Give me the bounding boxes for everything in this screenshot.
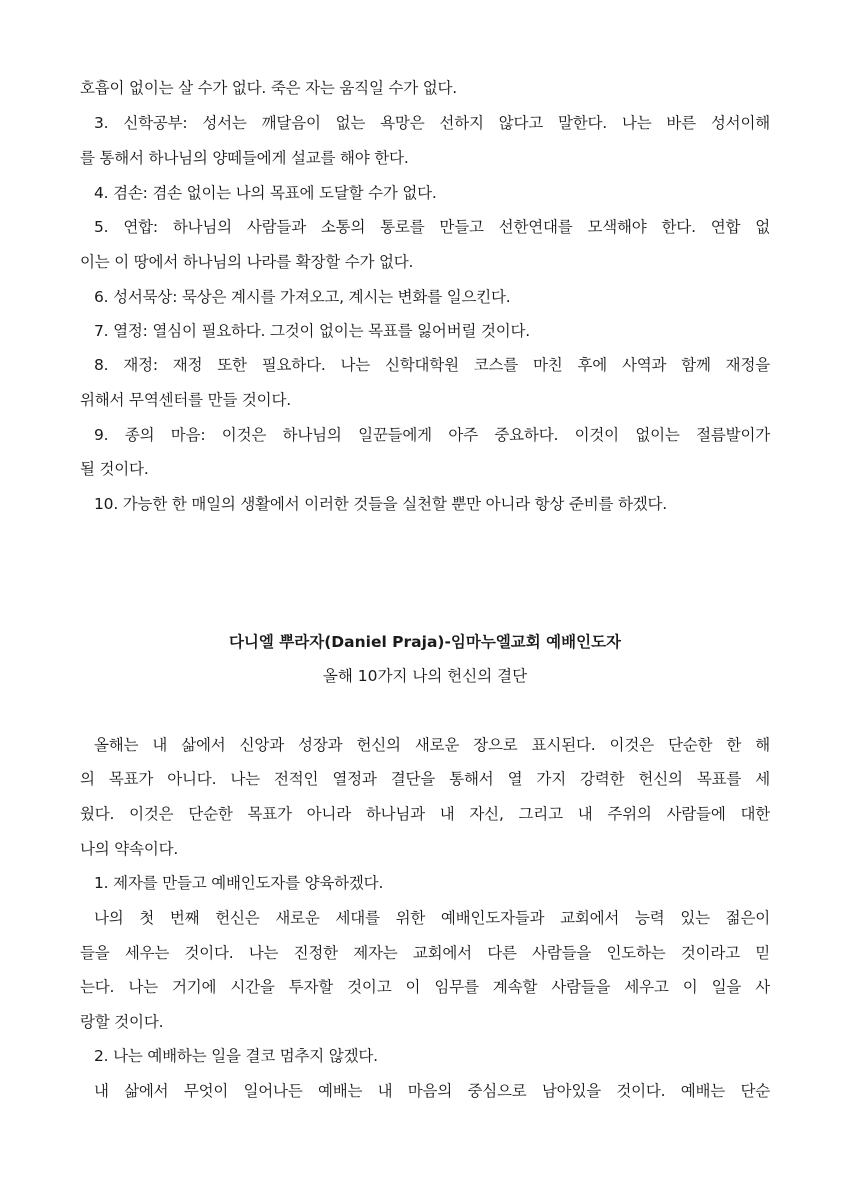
text-line: 나의 약속이다. (80, 840, 179, 858)
section-title: 다니엘 뿌라자(Daniel Praja)-임마누엘교회 예배인도자 (228, 633, 622, 651)
text-line: 웠다. 이것은 단순한 목표가 아니라 하나님과 내 자신, 그리고 내 주위의 사람들에 대한 (80, 805, 770, 823)
text-line: 3. 신학공부: 성서는 깨달음이 없는 욕망은 선하지 않다고 말한다. 나는 바른 성서이해 (94, 114, 770, 132)
text-line: 7. 열정: 열심이 필요하다. 그것이 없이는 목표를 잃어버릴 것이다. (94, 322, 531, 340)
text-line: 2. 나는 예배하는 일을 결코 멈추지 않겠다. (94, 1047, 378, 1065)
text-line: 는다. 나는 거기에 시간을 투자할 것이고 이 임무를 계속할 사람들을 세우고 이 일을 사 (80, 978, 770, 996)
text-line: 5. 연합: 하나님의 사람들과 소통의 통로를 만들고 선한연대를 모색해야 한다. 연합 없 (94, 218, 770, 236)
text-line: 랑할 것이다. (80, 1013, 164, 1031)
text-line: 6. 성서묵상: 묵상은 계시를 가져오고, 계시는 변화를 일으킨다. (94, 288, 511, 306)
text-line: 내 삶에서 무엇이 일어나든 예배는 내 마음의 중심으로 남아있을 것이다. 예배는 단순 (94, 1082, 770, 1100)
text-line: 위해서 무역센터를 만들 것이다. (80, 391, 291, 409)
text-line: 1. 제자를 만들고 예배인도자를 양육하겠다. (94, 874, 384, 892)
text-line: 이는 이 땅에서 하나님의 나라를 확장할 수가 없다. (80, 253, 414, 271)
text-line: 될 것이다. (80, 460, 149, 478)
text-line: 들을 세우는 것이다. 나는 진정한 제자는 교회에서 다른 사람들을 인도하는 것이라고 믿 (80, 944, 770, 962)
text-line: 나의 첫 번째 헌신은 새로운 세대를 위한 예배인도자들과 교회에서 능력 있는 젊은이 (94, 909, 770, 927)
section-subtitle: 올해 10가지 나의 헌신의 결단 (322, 667, 528, 685)
text-line: 올해는 내 삶에서 신앙과 성장과 헌신의 새로운 장으로 표시된다. 이것은 단순한 한 해 (94, 736, 770, 754)
text-line: 10. 가능한 한 매일의 생활에서 이러한 것들을 실천할 뿐만 아니라 항상 준비를 하겠다. (94, 495, 668, 513)
text-line: 4. 겸손: 겸손 없이는 나의 목표에 도달할 수가 없다. (94, 184, 437, 202)
text-line: 8. 재정: 재정 또한 필요하다. 나는 신학대학원 코스를 마친 후에 사역과 함께 재정을 (94, 356, 770, 374)
text-line: 의 목표가 아니다. 나는 전적인 열정과 결단을 통해서 열 가지 강력한 헌신의 목표를 세 (80, 770, 770, 788)
text-line: 를 통해서 하나님의 양떼들에게 설교를 해야 한다. (80, 149, 409, 167)
text-line: 호흡이 없이는 살 수가 없다. 죽은 자는 움직일 수가 없다. (80, 79, 458, 97)
text-line: 9. 종의 마음: 이것은 하나님의 일꾼들에게 아주 중요하다. 이것이 없이는 절름발이가 (94, 426, 770, 444)
